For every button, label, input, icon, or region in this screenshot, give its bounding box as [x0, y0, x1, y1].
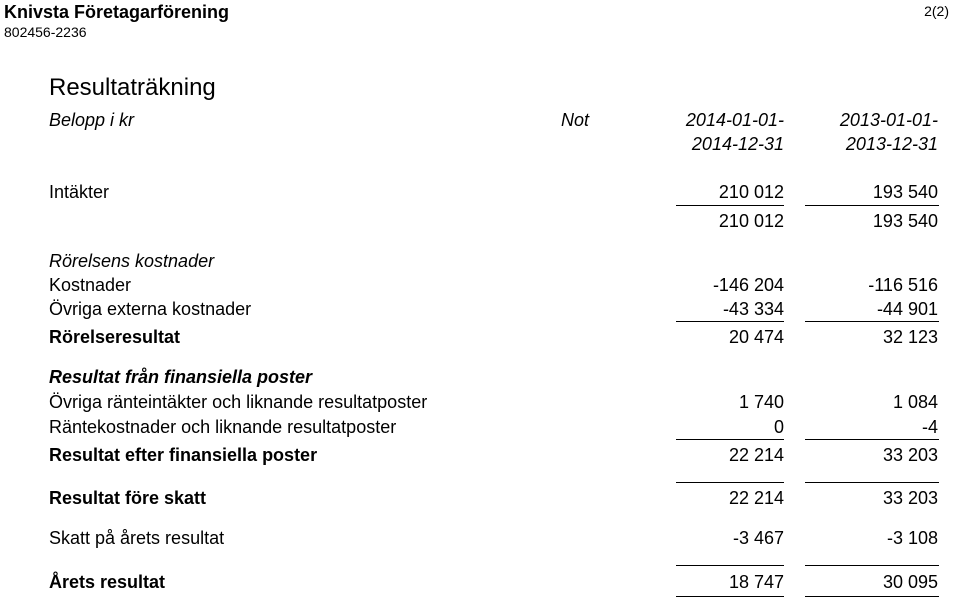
row-value-rantekostnader-2014: 0 — [773, 417, 784, 437]
divider — [676, 596, 784, 597]
column-header-period2-start: 2013-01-01- — [839, 110, 938, 130]
row-label-resultat-efter-finansiella: Resultat efter finansiella poster — [49, 445, 318, 465]
column-header-label: Belopp i kr — [49, 110, 135, 130]
column-header-period1-start: 2014-01-01- — [685, 110, 784, 130]
row-label-ovriga-externa-kostnader: Övriga externa kostnader — [49, 299, 252, 319]
divider — [676, 439, 784, 440]
row-value-resultat-efter-finansiella-2014: 22 214 — [728, 445, 784, 465]
row-value-resultat-fore-skatt-2013: 33 203 — [882, 488, 938, 508]
row-value-rantekostnader-2013: -4 — [921, 417, 938, 437]
row-value-rorelseresultat-2014: 20 474 — [728, 327, 784, 347]
row-value-resultat-fore-skatt-2014: 22 214 — [728, 488, 784, 508]
row-value-intakter-2013: 193 540 — [872, 182, 938, 202]
section-heading-finansiella-poster: Resultat från finansiella poster — [49, 367, 313, 387]
row-value-arets-resultat-2013: 30 095 — [882, 572, 938, 592]
row-value-skatt-2014: -3 467 — [732, 528, 784, 548]
subtotal-intakter-2014: 210 012 — [718, 211, 784, 231]
row-label-ranteintakter: Övriga ränteintäkter och liknande resultatposter — [49, 392, 428, 412]
org-number: 802456-2236 — [4, 24, 87, 40]
row-value-ranteintakter-2014: 1 740 — [738, 392, 784, 412]
divider — [805, 596, 939, 597]
divider — [676, 205, 784, 206]
row-value-kostnader-2014: -146 204 — [712, 275, 784, 295]
divider — [676, 482, 784, 483]
row-label-intakter: Intäkter — [49, 182, 110, 202]
divider — [805, 205, 939, 206]
column-header-note: Not — [561, 110, 590, 130]
row-label-resultat-fore-skatt: Resultat före skatt — [49, 488, 207, 508]
page-number: 2(2) — [924, 3, 949, 19]
row-value-ranteintakter-2013: 1 084 — [892, 392, 938, 412]
divider — [805, 482, 939, 483]
row-label-skatt: Skatt på årets resultat — [49, 528, 225, 548]
row-value-skatt-2013: -3 108 — [886, 528, 938, 548]
divider — [676, 565, 784, 566]
row-label-kostnader: Kostnader — [49, 275, 132, 295]
section-heading-rorelsens-kostnader: Rörelsens kostnader — [49, 251, 215, 271]
divider — [676, 321, 784, 322]
row-value-arets-resultat-2014: 18 747 — [728, 572, 784, 592]
row-label-rorelseresultat: Rörelseresultat — [49, 327, 181, 347]
subtotal-intakter-2013: 193 540 — [872, 211, 938, 231]
row-label-rantekostnader: Räntekostnader och liknande resultatposter — [49, 417, 397, 437]
row-value-rorelseresultat-2013: 32 123 — [882, 327, 938, 347]
divider — [805, 439, 939, 440]
column-header-period1-end: 2014-12-31 — [691, 134, 784, 154]
row-value-kostnader-2013: -116 516 — [868, 275, 938, 295]
company-name: Knivsta Företagarförening — [4, 2, 230, 22]
row-label-arets-resultat: Årets resultat — [49, 572, 166, 592]
report-title: Resultaträkning — [49, 74, 216, 101]
column-header-period2-end: 2013-12-31 — [845, 134, 938, 154]
divider — [805, 321, 939, 322]
divider — [805, 565, 939, 566]
row-value-resultat-efter-finansiella-2013: 33 203 — [882, 445, 938, 465]
row-value-ovriga-externa-2013: -44 901 — [876, 299, 938, 319]
row-value-intakter-2014: 210 012 — [718, 182, 784, 202]
row-value-ovriga-externa-2014: -43 334 — [722, 299, 784, 319]
